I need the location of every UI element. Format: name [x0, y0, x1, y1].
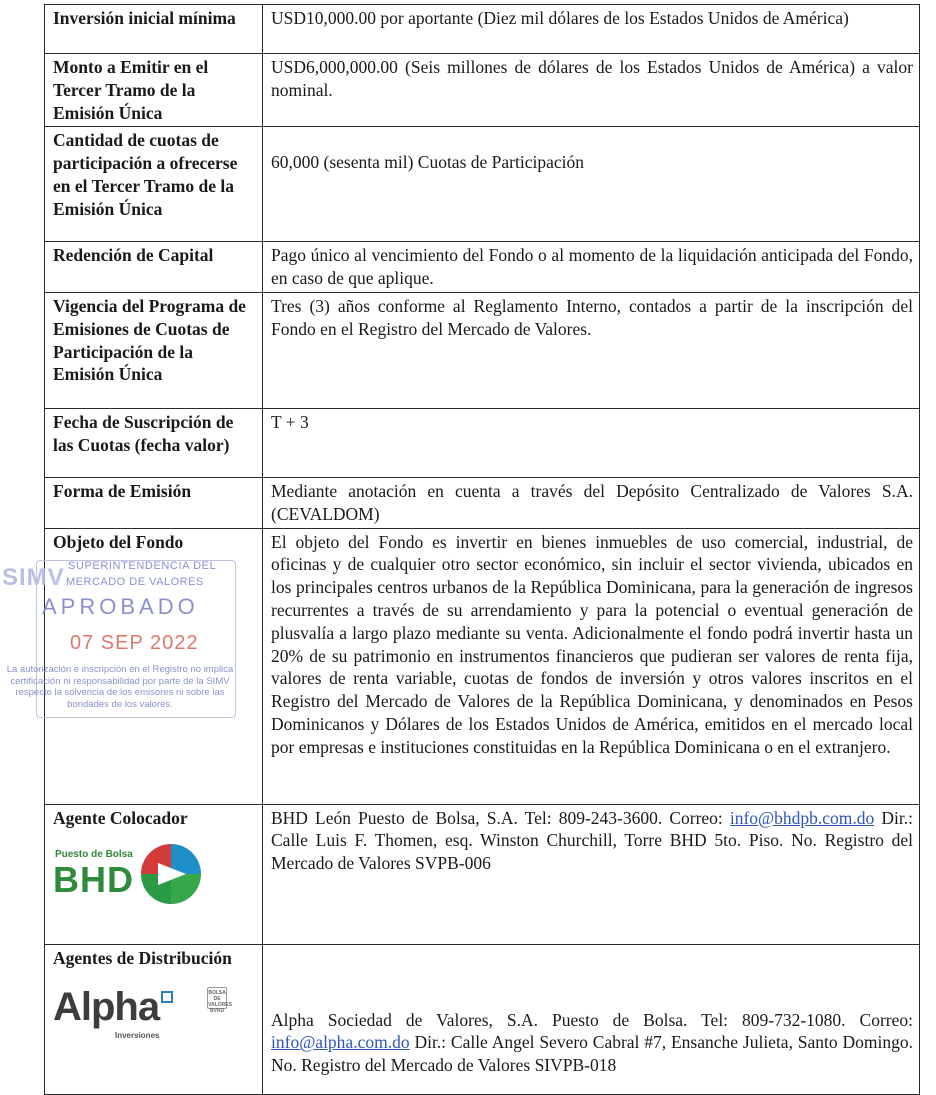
- bvrd-badge-icon: BOLSA DE VALORES BVRD: [207, 987, 227, 1009]
- agente-text-after: Dir.: Calle Luis F. Thomen, esq. Winston Churchill, Torre BHD 5to. Piso. No. Registro del Mercado de Valores SVPB-006: [271, 807, 913, 874]
- row-value: El objeto del Fondo es invertir en bienes inmuebles de uso comercial, industrial, de oficinas y de cualquier otro sector económico, sin incluir el sector vivienda, ubicados en los principales centros urbanos de la República Dominicana, para la generación de ingresos recurrentes a través de su arrendamiento y para la potencial o eventual generación de plusvalía a largo plazo mediante su venta. Adicionalmente el fondo podrá invertir hasta un 20% de su patrimonio en instrumentos financieros que pudieran ser valores de renta fija, valores de renta variable, cuotas de fondos de inversión y otros valores inscritos en el Registro del Mercado de Valores de la República Dominicana, y denominados en Pesos Dominicanos y Dólares de los Estados Unidos de América, emitidos en el mercado local por empresas e instituciones constituidas en la República Dominicana o en el extranjero.: [263, 528, 920, 804]
- bhd-logo-word: BHD: [53, 859, 134, 901]
- row-value: USD10,000.00 por aportante (Diez mil dólares de los Estados Unidos de América): [263, 5, 920, 54]
- row-value: Tres (3) años conforme al Reglamento Interno, contados a partir de la inscripción del Fondo en el Registro del Mercado de Valores.: [263, 292, 920, 408]
- agente-email-link[interactable]: info@bhdpb.com.do: [729, 807, 875, 828]
- alpha-logo: [53, 987, 256, 1048]
- agente-value: [263, 804, 920, 944]
- row-value: Pago único al vencimiento del Fondo o al momento de la liquidación anticipada del Fondo, en caso de que aplique.: [263, 242, 920, 293]
- row-label: Redención de Capital: [45, 242, 263, 293]
- table-row: [45, 242, 920, 293]
- row-value: T + 3: [263, 408, 920, 477]
- distribucion-text-before: Alpha Sociedad de Valores, S.A. Puesto de Bolsa. Tel: 809-732-1080. Correo:: [271, 1009, 913, 1030]
- alpha-logo-word: Alpha: [53, 985, 160, 1030]
- table-row: [45, 5, 920, 54]
- table-row: [45, 292, 920, 408]
- table-row: [45, 408, 920, 477]
- bhd-logo-tagline: Puesto de Bolsa: [55, 849, 133, 861]
- row-value: Mediante anotación en cuenta a través del Depósito Centralizado de Valores S.A. (CEVALDOM): [263, 477, 920, 528]
- row-label: Objeto del Fondo: [45, 528, 263, 804]
- stamp-date: 07 SEP 2022: [70, 632, 199, 654]
- stamp-approved: APROBADO: [42, 594, 199, 619]
- stamp-note: La autorización e inscripción en el Registro no implica certificación ni responsabilidad por parte de la SIMV respecto la solvencia de los emisores ni sobre las bondades de los valores.: [6, 664, 234, 710]
- row-label: Vigencia del Programa de Emisiones de Cuotas de Participación de la Emisión Única: [45, 292, 263, 408]
- distribucion-text-after: Dir.: Calle Angel Severo Cabral #7, Ensanche Julieta, Santo Domingo. No. Registro del Mercado de Valores SIVPB-018: [271, 1032, 913, 1076]
- row-value: 60,000 (sesenta mil) Cuotas de Participación: [263, 127, 920, 242]
- prospectus-table: [44, 4, 920, 1095]
- row-label: Cantidad de cuotas de participación a ofrecerse en el Tercer Tramo de la Emisión Única: [45, 127, 263, 242]
- agente-text-before: BHD León Puesto de Bolsa, S.A. Tel: 809-243-3600. Correo:: [271, 807, 730, 828]
- approval-stamp: [0, 560, 238, 720]
- table-row: [45, 54, 920, 127]
- bhd-logo: [53, 841, 256, 907]
- row-label: Forma de Emisión: [45, 477, 263, 528]
- row-label: Inversión inicial mínima: [45, 5, 263, 54]
- row-label: Monto a Emitir en el Tercer Tramo de la Emisión Única: [45, 54, 263, 127]
- stamp-line1: SUPERINTENDENCIA DEL: [68, 560, 217, 572]
- stamp-line2: MERCADO DE VALORES: [66, 576, 204, 588]
- agente-colocador-cell: [45, 804, 263, 944]
- table-row: [45, 804, 920, 944]
- bhd-emblem-icon: [138, 841, 204, 907]
- distribucion-value: [263, 944, 920, 1094]
- table-row: [45, 944, 920, 1094]
- alpha-square-icon: [161, 991, 173, 1003]
- row-label: Fecha de Suscripción de las Cuotas (fecha valor): [45, 408, 263, 477]
- agente-label: Agente Colocador: [53, 807, 188, 828]
- row-value: USD6,000,000.00 (Seis millones de dólares de los Estados Unidos de América) a valor nominal.: [263, 54, 920, 127]
- table-row: [45, 127, 920, 242]
- stamp-simv: SIMV: [2, 564, 65, 591]
- distribucion-cell: [45, 944, 263, 1094]
- table-row: [45, 477, 920, 528]
- alpha-logo-sub: Inversiones: [115, 1031, 160, 1041]
- distribucion-label: Agentes de Distribución: [53, 947, 232, 968]
- distribucion-email-link[interactable]: info@alpha.com.do: [271, 1032, 410, 1053]
